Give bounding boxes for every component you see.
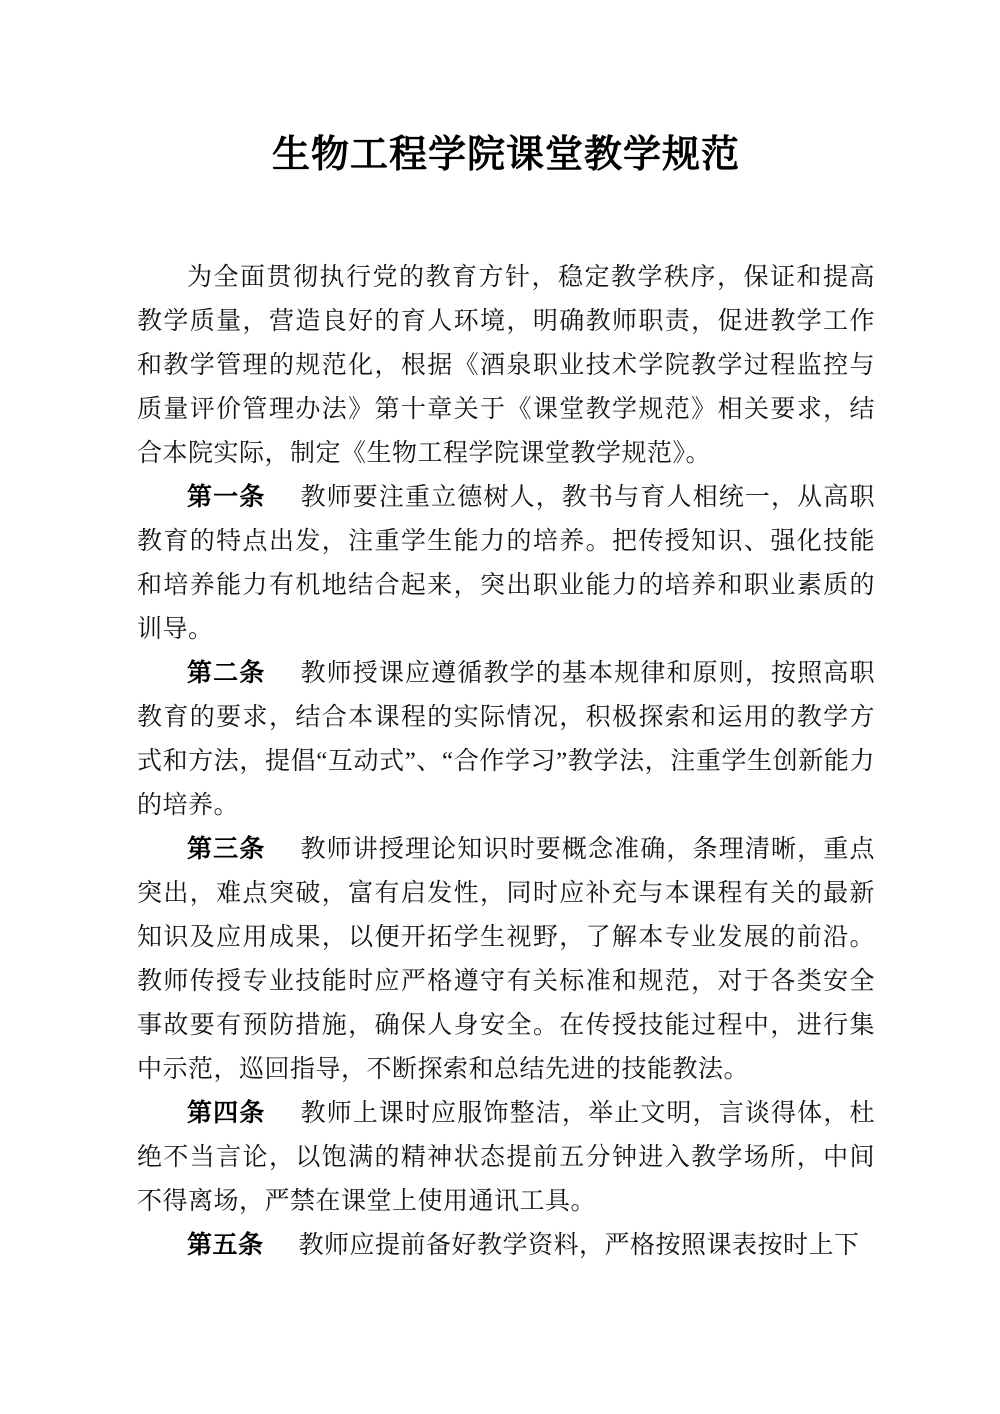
clause-5-label: 第五条 xyxy=(187,1232,264,1259)
paragraph-clause-2 xyxy=(137,652,875,828)
paragraph-text: 为全面贯彻执行党的教育方针，稳定教学秩序，保证和提高教学质量，营造良好的育人环境，明确教师职责，促进教学工作和教学管理的规范化，根据《酒泉职业技术学院教学过程监控与质量评价管理办法》第十章关于《课堂教学规范》相关要求，结合本院实际，制定《生物工程学院课堂教学规范》。 xyxy=(137,264,875,467)
paragraph-clause-1 xyxy=(137,476,875,652)
paragraph-text: 教师授课应遵循教学的基本规律和原则，按照高职教育的要求，结合本课程的实际情况，积极探索和运用的教学方式和方法，提倡“互动式”、“合作学习”教学法，注重学生创新能力的培养。 xyxy=(137,660,875,819)
paragraph-clause-3 xyxy=(137,828,875,1092)
paragraph-clause-5 xyxy=(137,1224,875,1268)
document-body xyxy=(137,256,875,1268)
paragraph-clause-4 xyxy=(137,1092,875,1224)
paragraph-text: 教师应提前备好教学资料，严格按照课表按时上下 xyxy=(298,1232,860,1259)
paragraph-intro xyxy=(137,256,875,476)
clause-1-label: 第一条 xyxy=(187,484,266,511)
paragraph-text: 教师要注重立德树人，教书与育人相统一，从高职教育的特点出发，注重学生能力的培养。把传授知识、强化技能和培养能力有机地结合起来，突出职业能力的培养和职业素质的训导。 xyxy=(137,484,875,643)
paragraph-text: 教师讲授理论知识时要概念准确，条理清晰，重点突出，难点突破，富有启发性，同时应补充与本课程有关的最新知识及应用成果，以便开拓学生视野，了解本专业发展的前沿。教师传授专业技能时应严格遵守有关标准和规范，对于各类安全事故要有预防措施，确保人身安全。在传授技能过程中，进行集中示范，巡回指导，不断探索和总结先进的技能教法。 xyxy=(137,836,875,1083)
clause-3-label: 第三条 xyxy=(187,836,266,863)
clause-2-label: 第二条 xyxy=(187,660,266,687)
page-title: 生物工程学院课堂教学规范 xyxy=(271,134,740,176)
paragraph-text: 教师上课时应服饰整洁，举止文明，言谈得体，杜绝不当言论，以饱满的精神状态提前五分钟进入教学场所，中间不得离场，严禁在课堂上使用通讯工具。 xyxy=(137,1100,875,1215)
clause-4-label: 第四条 xyxy=(187,1100,266,1127)
